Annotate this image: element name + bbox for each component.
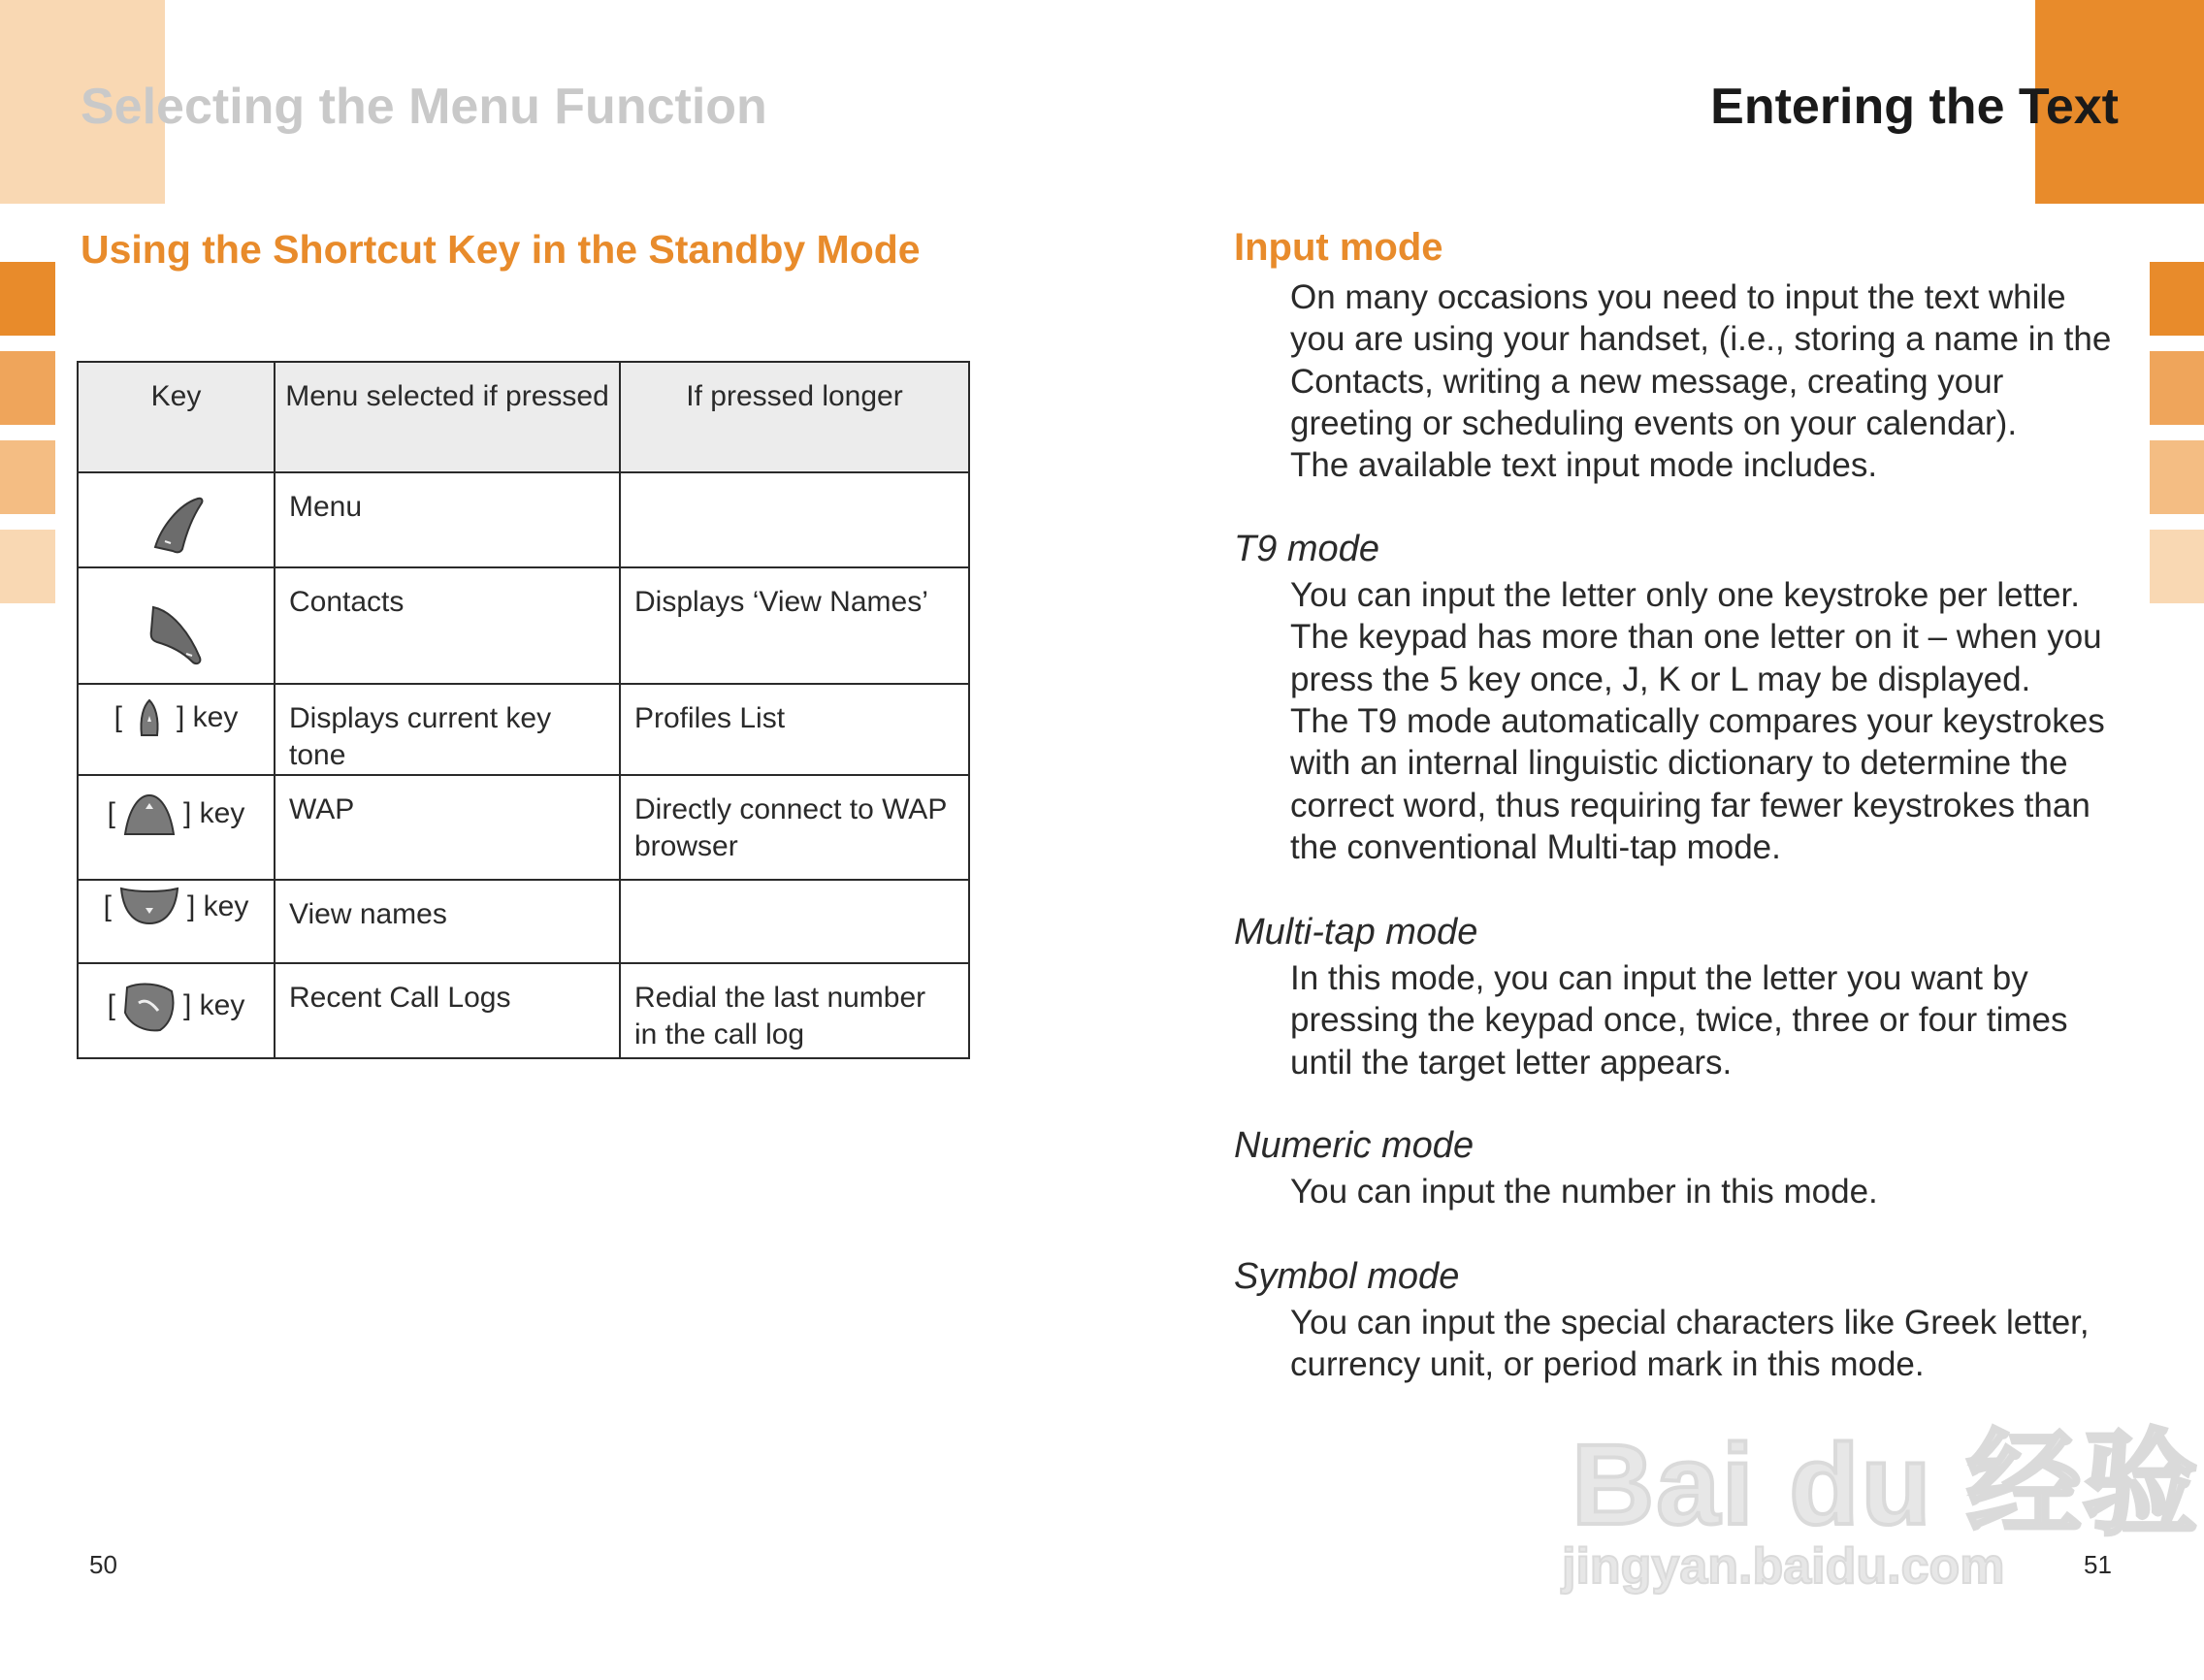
left-page-header: Selecting the Menu Function [81, 79, 767, 135]
key-label [108, 978, 245, 1034]
longer-cell [620, 880, 969, 963]
multitap-mode-title: Multi-tap mode [1234, 912, 1478, 953]
table-row [78, 567, 969, 684]
table-header-menu: Menu selected if pressed [275, 362, 620, 472]
bracket-open: [ [103, 890, 112, 922]
key-cell [78, 684, 275, 775]
table-header-row [78, 362, 969, 472]
input-mode-intro-2: The available text input mode includes. [1290, 446, 1878, 484]
key-label [108, 790, 245, 838]
key-cell [78, 963, 275, 1058]
up-navigation-key-icon [121, 790, 178, 838]
key-label [114, 698, 239, 737]
left-page-number: 50 [89, 1550, 117, 1579]
right-soft-key-icon [147, 599, 206, 667]
left-edge-tab-3 [0, 440, 55, 514]
table-row [78, 472, 969, 567]
key-cell [78, 880, 275, 963]
send-key-icon [121, 978, 178, 1034]
t9-mode-title: T9 mode [1234, 529, 1379, 569]
key-cell [78, 775, 275, 880]
menu-cell: Recent Call Logs [275, 963, 620, 1058]
menu-cell: Contacts [275, 567, 620, 684]
right-page-number: 51 [2084, 1550, 2112, 1579]
menu-cell: WAP [275, 775, 620, 880]
left-edge-tab-2 [0, 351, 55, 425]
input-mode-intro: On many occasions you need to input the text while you are using your handset, (i.e., storing a name in the Contacts, writing a new message, creating your greeting or scheduling events on your calendar). [1290, 278, 2112, 442]
longer-cell: Profiles List [620, 684, 969, 775]
right-page-header: Entering the Text [1710, 79, 2119, 135]
key-label [104, 885, 249, 929]
symbol-mode-text: You can input the special characters like Greek letter, currency unit, or period mark in this mode. [1290, 1304, 2090, 1384]
shortcut-section-title: Using the Shortcut Key in the Standby Mode [81, 227, 921, 272]
key-cell [78, 567, 275, 684]
key-suffix: ] key [176, 701, 239, 733]
right-edge-tab-3 [2150, 440, 2204, 514]
key-suffix: ] key [182, 989, 245, 1021]
symbol-mode-title: Symbol mode [1234, 1256, 1460, 1297]
numeric-mode-text: You can input the number in this mode. [1290, 1173, 1878, 1211]
key-suffix: ] key [186, 890, 249, 922]
down-navigation-key-icon [117, 885, 181, 929]
right-edge-tab-1 [2150, 262, 2204, 336]
watermark-brand: Bai du 经验 [1572, 1421, 2200, 1549]
right-edge-tab-2 [2150, 351, 2204, 425]
table-row [78, 963, 969, 1058]
left-edge-tab-4 [0, 530, 55, 603]
left-edge-tab-1 [0, 262, 55, 336]
watermark-url: jingyan.baidu.com [1562, 1538, 2005, 1595]
t9-mode-text-2: The T9 mode automatically compares your keystrokes with an internal linguistic dictionary to determine the correct word, thus requiring far fewer keystrokes than the conventional Multi-tap mode. [1290, 702, 2105, 866]
shortcut-key-table [77, 361, 970, 1059]
menu-cell: Displays current key tone [275, 684, 620, 775]
left-soft-key-icon [147, 493, 206, 555]
multitap-mode-text: In this mode, you can input the letter you want by pressing the keypad once, twice, three or four times until the target letter appears. [1290, 959, 2068, 1082]
longer-cell: Displays ‘View Names’ [620, 567, 969, 684]
bracket-open: [ [107, 989, 115, 1021]
volume-key-icon [128, 698, 171, 737]
table-row [78, 880, 969, 963]
longer-cell [620, 472, 969, 567]
table-row [78, 775, 969, 880]
right-edge-tab-4 [2150, 530, 2204, 603]
bracket-open: [ [107, 797, 115, 829]
table-header-key: Key [78, 362, 275, 472]
longer-cell: Directly connect to WAP browser [620, 775, 969, 880]
menu-cell: Menu [275, 472, 620, 567]
input-mode-title: Input mode [1234, 226, 1443, 269]
table-header-longer: If pressed longer [620, 362, 969, 472]
menu-cell: View names [275, 880, 620, 963]
key-suffix: ] key [182, 797, 245, 829]
longer-cell: Redial the last number in the call log [620, 963, 969, 1058]
bracket-open: [ [113, 701, 122, 733]
key-cell [78, 472, 275, 567]
t9-mode-text: You can input the letter only one keystroke per letter. The keypad has more than one letter on it – when you press the 5 key once, J, K or L may be displayed. [1290, 576, 2102, 698]
table-row [78, 684, 969, 775]
numeric-mode-title: Numeric mode [1234, 1125, 1475, 1166]
